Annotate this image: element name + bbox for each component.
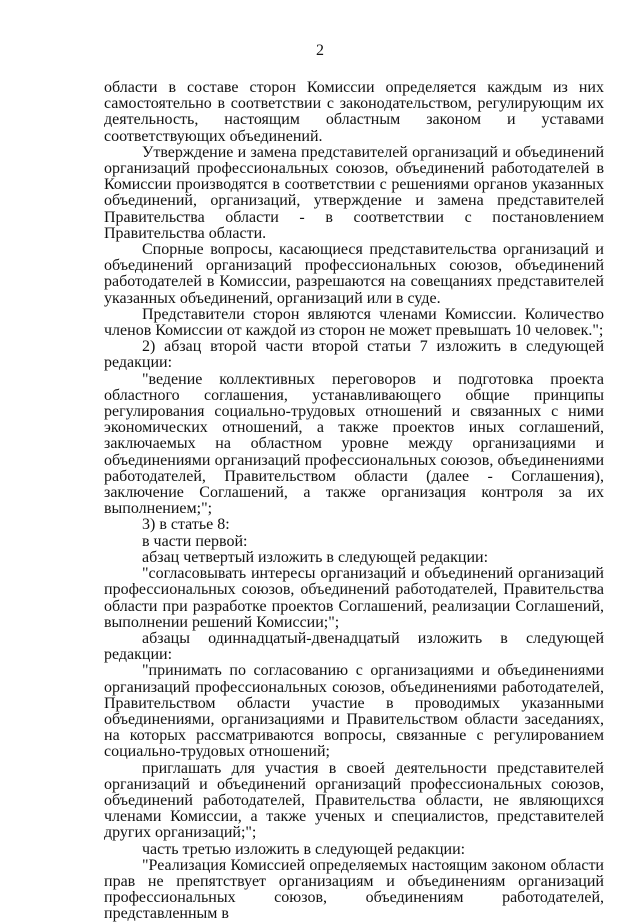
paragraph: 2) абзац второй части второй статьи 7 изложить в следующей редакции: bbox=[104, 338, 604, 372]
paragraph: "согласовывать интересы организаций и объединений организаций профессиональных союзов, объединений работодателей, Правительства области при разработке проектов Соглашений, реализации Соглашений, выполнении решений Комиссии;"; bbox=[104, 565, 604, 631]
paragraph: "принимать по согласованию с организациями и объединениями организаций профессиональных союзов, объединениями работодателей, Правительством области участие в проводимых указанными объединениями, организациями и Правительством области заседаниях, на которых рассматриваются вопросы, связанные с регулированием социально-трудовых отношений; bbox=[104, 662, 604, 761]
paragraph: Утверждение и замена представителей организаций и объединений организаций профессиональных союзов, объединений работодателей в Комиссии производятся в соответствии с решениями органов указанных объединений, организаций, утверждение и замена представителей Правительства области - в соответствии с постановлением Правительства области. bbox=[104, 143, 604, 242]
paragraph: абзац четвертый изложить в следующей редакции: bbox=[142, 548, 489, 566]
paragraph: в части первой: bbox=[142, 532, 248, 550]
paragraph: часть третью изложить в следующей редакции: bbox=[142, 840, 466, 858]
paragraph: Спорные вопросы, касающиеся представительства организаций и объединений организаций профессиональных союзов, объединений работодателей в Комиссии, разрешаются на совещаниях представителей указанных объединений, организаций или в суде. bbox=[104, 241, 604, 307]
page-number: 2 bbox=[316, 42, 324, 59]
paragraph: "Реализация Комиссией определяемых настоящим законом области прав не препятствует организациям и объединениям организаций профессиональных союзов, объединениям работодателей, представленным в bbox=[104, 856, 604, 923]
document-body bbox=[104, 80, 604, 923]
paragraph: приглашать для участия в своей деятельности представителей организаций и объединений организаций профессиональных союзов, объединений работодателей, Правительства области, не являющихся членами Комиссии, а также ученых и специалистов, представителей других организаций;"; bbox=[104, 759, 604, 842]
paragraph: 3) в статье 8: bbox=[142, 516, 230, 534]
paragraph: области в составе сторон Комиссии определяется каждым из них самостоятельно в соответствии с законодательством, регулирующим их деятельность, настоящим областным законом и уставами соответствующих объединений. bbox=[104, 79, 604, 145]
paragraph: абзацы одиннадцатый-двенадцатый изложить в следующей редакции: bbox=[104, 629, 604, 664]
paragraph: Представители сторон являются членами Комиссии. Количество членов Комиссии от каждой из сторон не может превышать 10 человек."; bbox=[104, 305, 604, 340]
paragraph: "ведение коллективных переговоров и подготовка проекта областного соглашения, устанавливающего общие принципы регулирования социально-трудовых отношений и связанных с ними экономических отношений, а также проектов иных соглашений, заключаемых на областном уровне между организациями и объединениями организаций профессиональных союзов, объединениями работодателей, Правительством области (далее - Соглашения), заключение Соглашений, а также организация контроля за их выполнением;"; bbox=[104, 370, 604, 518]
